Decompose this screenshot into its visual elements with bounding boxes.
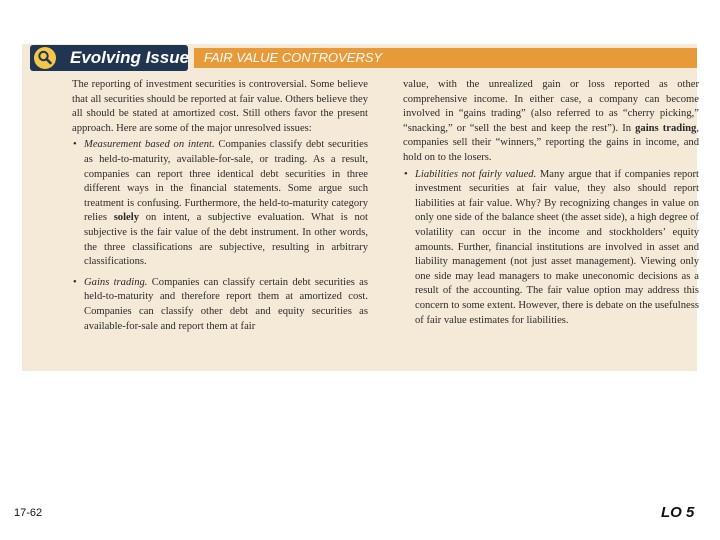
intro-paragraph: The reporting of investment securities is controversial. Some believe that all securities should be reported at fair value. Others believe they all should be stated at amortized cost. Still others favor the present approach. Here are some of the major unresolved issues: (72, 79, 368, 134)
evolving-issue-tab (30, 45, 188, 71)
slide-number: 17-62 (14, 507, 43, 519)
learning-objective: LO 5 (661, 504, 695, 521)
bullet-measurement-intent (72, 138, 368, 269)
bullet-text: on intent, a subjective evaluation. What is not subjective is the fair value of the debt instrument. In other words, the three classifications are subjective, resulting in arbitrary classifications. (84, 212, 368, 268)
bullet-title: Gains trading. (84, 276, 148, 288)
right-column (403, 78, 699, 328)
bullet-text: Many argue that if companies report investment securities at fair value, they also should report liabilities at fair value. Why? By recognizing changes in value on only one side of the balance sheet (the asset side), a high degree of volatility can occur in the income and stockholders’ equity amounts. Further, financial institutions are involved in asset and liability management (not just asset management). Viewing only one side may lead managers to make uneconomic decisions as a result of the accounting. The fair value option may address this concern to some extent. However, there is debate on the usefulness of fair value estimates for liabilities. (415, 168, 699, 326)
bullet-title: Measurement based on intent. (84, 139, 215, 151)
evolving-issue-label: Evolving Issue (70, 48, 190, 67)
evolving-issue-panel (22, 44, 697, 371)
bullet-gains-trading (72, 276, 368, 334)
magnifying-glass-icon (34, 47, 56, 69)
gains-trading-term: gains trading (635, 122, 697, 134)
topic-bar (194, 48, 697, 68)
bullet-liabilities (403, 168, 699, 329)
left-column (72, 78, 368, 334)
paragraph-text: value, with the unrealized gain or loss reported as other comprehensive income. In either case, a company can become involved in “gains trading” (also referred to as “cherry picking,” “snacking,” or “sell the best and keep the rest”). In (403, 79, 699, 134)
bullet-text: Companies can classify certain debt securities as held-to-maturity and therefore report them at amortized cost. Companies can classify other debt and equity securities as available-for-sale and report them at fair (84, 276, 368, 332)
panel-header (22, 44, 697, 72)
continued-paragraph (403, 78, 699, 166)
topic-title: FAIR VALUE CONTROVERSY (204, 50, 383, 65)
paragraph-text: , companies sell their “winners,” reporting the gains in income, and hold on to the losers. (403, 122, 699, 163)
bullet-title: Liabilities not fairly valued. (415, 168, 537, 180)
bullet-emphasis: solely (113, 212, 139, 224)
bullet-text: Companies classify debt securities as held-to-maturity, available-for-sale, or trading. As a result, companies can report three identical debt securities in three different ways in the financial statements. Some argue such treatment is confusing. Furthermore, the held-to-maturity category relies (84, 139, 368, 224)
